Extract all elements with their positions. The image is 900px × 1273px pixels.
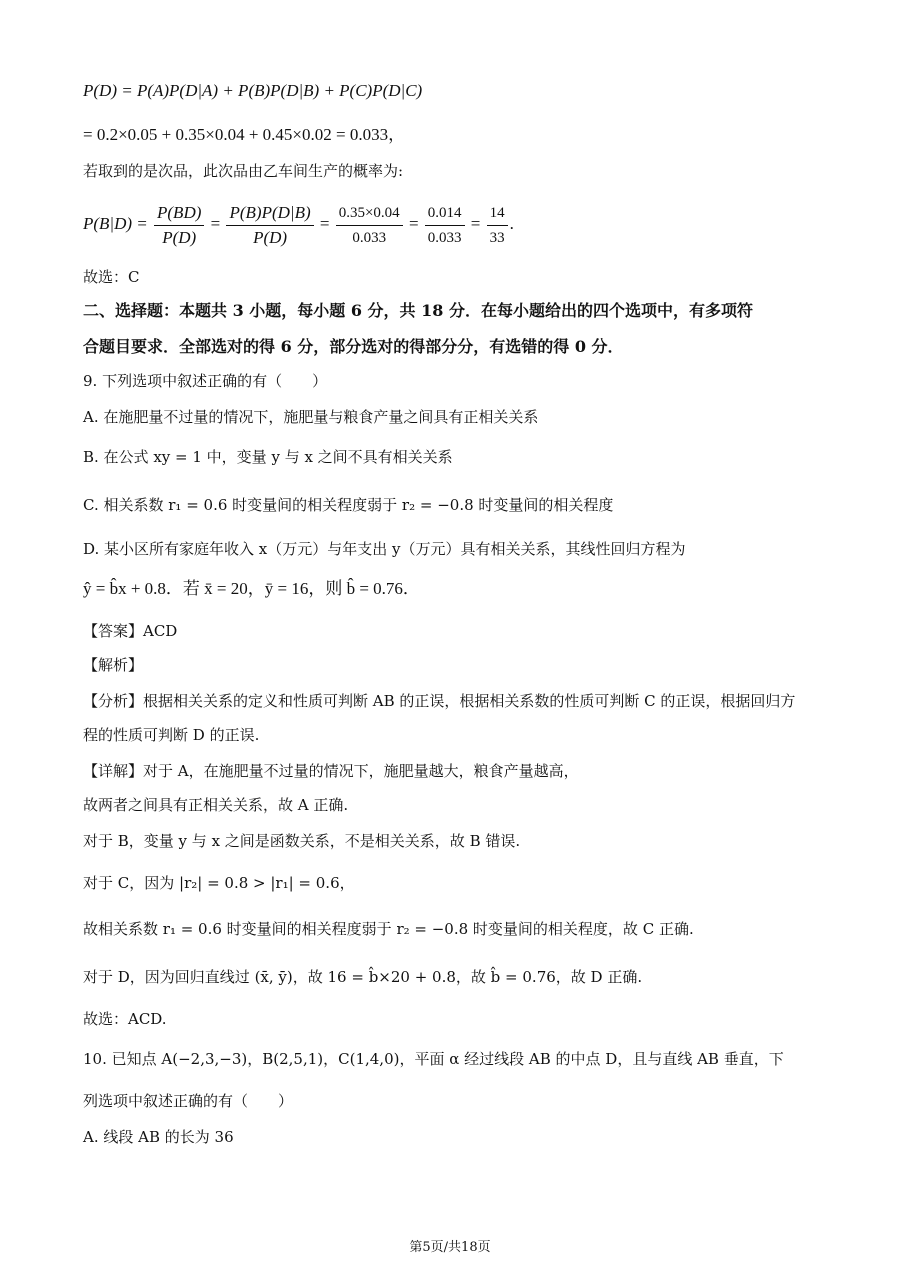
question-9: 9. 下列选项中叙述正确的有（ ） bbox=[83, 372, 328, 390]
line-computation: = 0.2×0.05 + 0.35×0.04 + 0.45×0.02 = 0.033， bbox=[83, 125, 406, 144]
option-9b: B. 在公式 xy = 1 中，变量 y 与 x 之间不具有相关关系 bbox=[83, 448, 453, 466]
answer-label: 【答案】ACD bbox=[83, 622, 178, 640]
line-conditional-intro: 若取到的是次品，此次品由乙车间生产的概率为: bbox=[83, 162, 404, 180]
analysis-label: 【解析】 bbox=[83, 656, 144, 674]
option-9a: A. 在施肥量不过量的情况下，施肥量与粮食产量之间具有正相关关系 bbox=[83, 408, 539, 426]
line-answer-c: 故选：C bbox=[83, 268, 140, 286]
fraction-3: $\frac{0.35\times 0.04}{0.033}$ bbox=[336, 203, 403, 248]
line-total-probability: P(D) = P(A)P(D|A) + P(B)P(D|B) + P(C)P(D|C) bbox=[83, 81, 423, 100]
detail-d: 对于 D，因为回归直线过 (x̄, ȳ)，故 16 = b̂×20 + 0.8，故 b̂ = 0.76，故 D 正确. bbox=[83, 968, 643, 986]
detail-c-1: 对于 C，因为 |r₂| = 0.8 > |r₁| = 0.6， bbox=[83, 874, 355, 892]
analysis-text-1: 【分析】根据相关关系的定义和性质可判断 AB 的正误，根据相关系数的性质可判断 C 的正误，根据回归方 bbox=[83, 692, 796, 710]
fraction-2: $\frac{P(B)P(D|B)}{P(D)}$ bbox=[226, 203, 313, 248]
analysis-text-2: 程的性质可判断 D 的正误. bbox=[83, 726, 260, 744]
detail-c-2: 故相关系数 r₁ = 0.6 时变量间的相关程度弱于 r₂ = −0.8 时变量间的相关程度，故 C 正确. bbox=[83, 920, 694, 938]
fraction-1: $\frac{P(BD)}{P(D)}$ bbox=[154, 203, 204, 248]
line-bayes-formula: P(B|D) = $\frac{P(BD)}{P(D)}$ = $\frac{P(B)P(D|B)}{P(D)}$ = $\frac{0.35\times 0.04}{0.033}$ = $\frac{0.014}{0.033}$ = $\frac{14}{33}$ . bbox=[83, 202, 514, 247]
detail-a-1: 【详解】对于 A，在施肥量不过量的情况下，施肥量越大，粮食产量越高， bbox=[83, 762, 579, 780]
option-9d-formula: ŷ = b̂x + 0.8．若 x̄ = 20，ȳ = 16，则 b̂ = 0.76． bbox=[83, 579, 420, 598]
page-footer: 第5页/共18页 bbox=[409, 1240, 491, 1255]
question-10-cont: 列选项中叙述正确的有（ ） bbox=[83, 1092, 294, 1110]
option-10a: A. 线段 AB 的长为 36 bbox=[83, 1128, 234, 1146]
fraction-4: $\frac{0.014}{0.033}$ bbox=[425, 203, 465, 248]
question-10: 10. 已知点 A(−2,3,−3)，B(2,5,1)，C(1,4,0)，平面 α 经过线段 AB 的中点 D，且与直线 AB 垂直，下 bbox=[83, 1050, 784, 1068]
bayes-lhs: P(B|D) = bbox=[83, 214, 148, 233]
section-heading-1: 二、选择题：本题共 3 小题，每小题 6 分，共 18 分．在每小题给出的四个选项中，有多项符 bbox=[83, 301, 753, 320]
detail-a-2: 故两者之间具有正相关关系，故 A 正确. bbox=[83, 796, 349, 814]
section-heading-2: 合题目要求．全部选对的得 6 分，部分选对的得部分分，有选错的得 0 分． bbox=[83, 337, 624, 356]
conclusion-acd: 故选：ACD. bbox=[83, 1010, 167, 1028]
option-9d: D. 某小区所有家庭年收入 x（万元）与年支出 y（万元）具有相关关系，其线性回归方程为 bbox=[83, 540, 686, 558]
detail-b: 对于 B，变量 y 与 x 之间是函数关系，不是相关关系，故 B 错误. bbox=[83, 832, 521, 850]
option-9c: C. 相关系数 r₁ = 0.6 时变量间的相关程度弱于 r₂ = −0.8 时变量间的相关程度 bbox=[83, 496, 614, 514]
fraction-5: $\frac{14}{33}$ bbox=[487, 203, 508, 248]
